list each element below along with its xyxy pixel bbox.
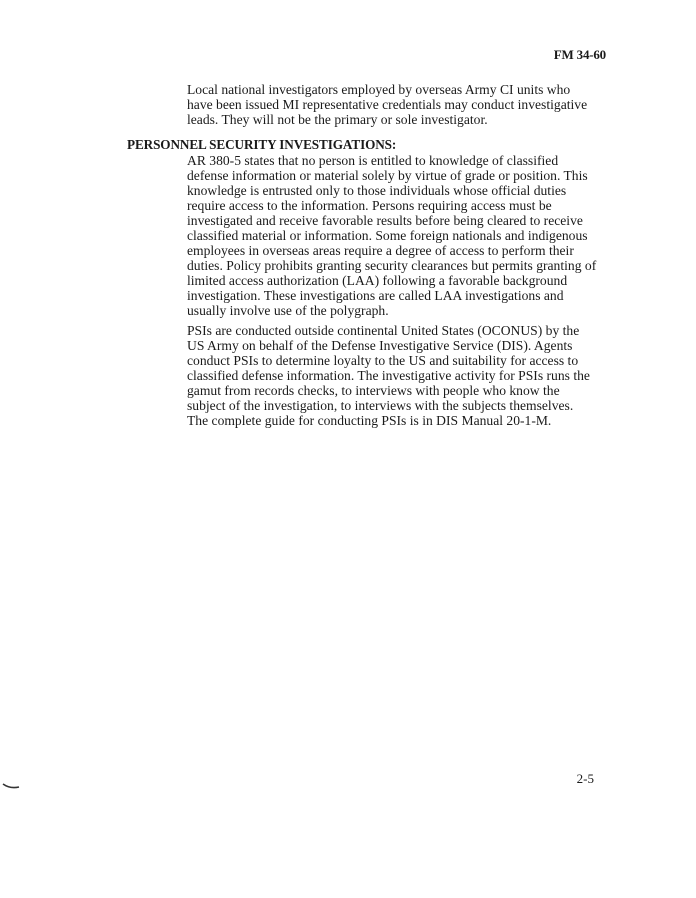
manual-id-header: FM 34-60	[553, 47, 606, 62]
scan-margin-mark	[2, 783, 20, 789]
section-heading: PERSONNEL SECURITY INVESTIGATIONS:	[127, 137, 397, 152]
body-paragraph: PSIs are conducted outside continental United States (OCONUS) by the US Army on behalf of the Defense Investigative Service (DIS). Agents conduct PSIs to determine loyalty to the US and suitability for access to classified defense information. The investigative activity for PSIs runs the gamut from records checks, to interviews with people who know the subject of the investigation, to interviews with the subjects themselves. The complete guide for conducting PSIs is in DIS Manual 20-1-M.	[187, 323, 590, 428]
body-paragraph: AR 380-5 states that no person is entitled to knowledge of classified defense information or material solely by virtue of grade or position. This knowledge is entrusted only to those individuals whose official duties require access to the information. Persons requiring access must be investigated and receive favorable results before being cleared to receive classified material or information. Some foreign nationals and indigenous employees in overseas areas require a degree of access to perform their duties. Policy prohibits granting security clearances but permits granting of limited access authorization (LAA) following a favorable background investigation. These investigations are called LAA investigations and usually involve use of the polygraph.	[187, 153, 597, 318]
intro-paragraph: Local national investigators employed by overseas Army CI units who have been issued MI representative credentials may conduct investigative leads. They will not be the primary or sole investigator.	[187, 82, 588, 127]
page-number: 2-5	[576, 771, 594, 786]
